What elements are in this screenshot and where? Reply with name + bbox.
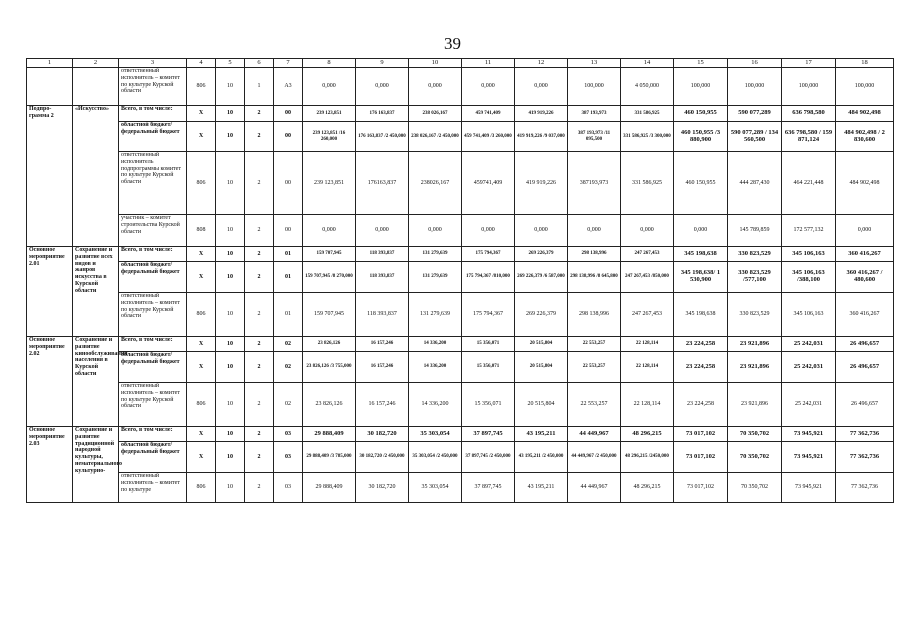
table-cell: 100,000 xyxy=(728,68,782,106)
table-cell: Всего, в том числе: xyxy=(119,106,187,122)
table-cell: 118 393,837 xyxy=(356,262,409,293)
table-cell: 118 393,837 xyxy=(356,293,409,337)
table-cell: 23 921,896 xyxy=(728,337,782,352)
table-cell: 10 xyxy=(216,293,245,337)
table-cell: 330 823,529 xyxy=(728,293,782,337)
table-cell: 25 242,031 xyxy=(782,383,836,427)
table-row xyxy=(27,427,894,442)
table-cell: 14 336,200 xyxy=(409,352,462,383)
table-cell: 44 449,967 xyxy=(568,473,621,503)
table-cell: 4 050,000 xyxy=(621,68,674,106)
table-cell: Подпро-грамма 2 xyxy=(27,106,73,247)
table-cell: 345 198,638/ 1 530,900 xyxy=(674,262,728,293)
table-cell: 03 xyxy=(274,427,303,442)
table-cell: 15 356,071 xyxy=(462,352,515,383)
table-row xyxy=(27,152,894,215)
table-cell: 01 xyxy=(274,293,303,337)
table-cell: 0,000 xyxy=(409,215,462,247)
table-row xyxy=(27,473,894,503)
table-cell: 459 741,409 /3 260,000 xyxy=(462,122,515,152)
table-cell: 460 150,955 xyxy=(674,106,728,122)
table-cell: 22 553,257 xyxy=(568,352,621,383)
table-cell: 10 xyxy=(216,337,245,352)
table-cell: 2 xyxy=(245,473,274,503)
table-cell: 636 798,580 xyxy=(782,106,836,122)
table-cell: 14 336,200 xyxy=(409,383,462,427)
table-cell: 238 026,167 /2 450,000 xyxy=(409,122,462,152)
table-cell: 175 794,367 /810,000 xyxy=(462,262,515,293)
table-cell: 0,000 xyxy=(674,215,728,247)
column-header: 18 xyxy=(836,59,894,68)
table-cell: 23 826,126 /3 755,000 xyxy=(303,352,356,383)
table-cell: 176 163,837 xyxy=(356,106,409,122)
table-cell: 10 xyxy=(216,68,245,106)
table-cell: 22 128,114 xyxy=(621,383,674,427)
table-cell: 247 267,453 xyxy=(621,293,674,337)
table-cell: 37 897,745 xyxy=(462,473,515,503)
table-cell: 100,000 xyxy=(836,68,894,106)
table-cell: 176163,837 xyxy=(356,152,409,215)
table-cell: 10 xyxy=(216,247,245,262)
table-cell: 2 xyxy=(245,427,274,442)
table-cell: 345 106,163 xyxy=(782,247,836,262)
table-body xyxy=(27,59,894,503)
table-cell: 03 xyxy=(274,473,303,503)
table-row xyxy=(27,442,894,473)
table-cell: 159 707,945 xyxy=(303,247,356,262)
table-row xyxy=(27,122,894,152)
table-cell: 460 150,955 xyxy=(674,152,728,215)
table-cell: 331 586,925 xyxy=(621,152,674,215)
table-cell: 590 077,289 / 134 560,500 xyxy=(728,122,782,152)
table-cell: 29 888,409 xyxy=(303,473,356,503)
table-cell: 269 226,379 xyxy=(515,293,568,337)
table-cell: 345 198,638 xyxy=(674,293,728,337)
table-cell: 22 128,114 xyxy=(621,352,674,383)
table-cell: 23 826,126 xyxy=(303,337,356,352)
table-cell: областной бюджет/ федеральный бюджет xyxy=(119,122,187,152)
table-cell: 419 919,226 xyxy=(515,106,568,122)
table-cell: 26 496,657 xyxy=(836,383,894,427)
table-cell: 419 919,226 xyxy=(515,152,568,215)
column-header: 4 xyxy=(187,59,216,68)
table-cell: 15 356,071 xyxy=(462,383,515,427)
table-cell: 23 826,126 xyxy=(303,383,356,427)
column-header: 9 xyxy=(356,59,409,68)
table-cell: ответственный исполнитель – комитет по культуре Курской области xyxy=(119,383,187,427)
column-header: 5 xyxy=(216,59,245,68)
table-cell: 2 xyxy=(245,352,274,383)
table-cell: 29 888,409 /3 785,000 xyxy=(303,442,356,473)
table-cell: 345 106,163 xyxy=(782,293,836,337)
table-cell: 419 919,226 /9 037,000 xyxy=(515,122,568,152)
table-cell: 25 242,031 xyxy=(782,337,836,352)
table-cell: 10 xyxy=(216,427,245,442)
table-cell: 35 303,054 /2 450,000 xyxy=(409,442,462,473)
table-cell: 15 356,071 xyxy=(462,337,515,352)
column-header: 8 xyxy=(303,59,356,68)
table-cell: 43 195,211 xyxy=(515,427,568,442)
table-cell: 25 242,031 xyxy=(782,352,836,383)
table-cell: 44 449,967 xyxy=(568,427,621,442)
column-header: 6 xyxy=(245,59,274,68)
table-cell: 239 123,851 /16 260,000 xyxy=(303,122,356,152)
table-cell: Основное мероприятие 2.03 xyxy=(27,427,73,503)
table-cell: 22 128,114 xyxy=(621,337,674,352)
table-cell: 269 226,379 /6 587,000 xyxy=(515,262,568,293)
table-cell: 29 888,409 xyxy=(303,427,356,442)
table-row xyxy=(27,247,894,262)
column-header: 13 xyxy=(568,59,621,68)
table-cell: 175 794,367 xyxy=(462,247,515,262)
table-cell: 0,000 xyxy=(409,68,462,106)
table-cell: 459 741,409 xyxy=(462,106,515,122)
table-cell: Сохранение и развитие традиционной народной культуры, нематериального культурно- xyxy=(73,427,119,503)
table-cell: X xyxy=(187,106,216,122)
table-cell: 1 xyxy=(245,68,274,106)
table-cell: 247 267,453 xyxy=(621,247,674,262)
table-cell: 10 xyxy=(216,442,245,473)
table-row xyxy=(27,293,894,337)
table-cell: 2 xyxy=(245,337,274,352)
table-cell: 22 553,257 xyxy=(568,383,621,427)
table-cell: Сохранение и развитие кинообслуживания населения в Курской области xyxy=(73,337,119,427)
table-cell: 464 221,448 xyxy=(782,152,836,215)
table-row xyxy=(27,68,894,106)
column-header: 1 xyxy=(27,59,73,68)
table-cell: 360 416,267 xyxy=(836,247,894,262)
table-cell: 00 xyxy=(274,152,303,215)
table-cell: 636 798,580 / 159 871,124 xyxy=(782,122,836,152)
column-header: 2 xyxy=(73,59,119,68)
table-row xyxy=(27,352,894,383)
table-cell: Всего, в том числе: xyxy=(119,337,187,352)
column-header: 12 xyxy=(515,59,568,68)
table-cell: 0,000 xyxy=(515,68,568,106)
table-cell: 360 416,267 / 480,600 xyxy=(836,262,894,293)
table-cell: Основное мероприятие 2.02 xyxy=(27,337,73,427)
table-cell: участник – комитет строительства Курской области xyxy=(119,215,187,247)
table-cell: 10 xyxy=(216,262,245,293)
table-row xyxy=(27,337,894,352)
table-cell: 10 xyxy=(216,473,245,503)
table-cell: 00 xyxy=(274,215,303,247)
table-cell: Всего, в том числе: xyxy=(119,427,187,442)
table-cell: 118 393,837 xyxy=(356,247,409,262)
table-cell: 43 195,211 /2 450,000 xyxy=(515,442,568,473)
table-cell: 345 198,638 xyxy=(674,247,728,262)
table-cell: 806 xyxy=(187,383,216,427)
column-header: 17 xyxy=(782,59,836,68)
table-cell: 159 707,945 /8 270,000 xyxy=(303,262,356,293)
table-cell: 35 303,054 xyxy=(409,427,462,442)
table-cell: 387193,973 xyxy=(568,152,621,215)
table-cell: 10 xyxy=(216,122,245,152)
table-cell: ответственный исполнитель – комитет по культуре Курской области xyxy=(119,68,187,106)
table-cell: 131 279,639 xyxy=(409,293,462,337)
table-cell: 360 416,267 xyxy=(836,293,894,337)
table-cell: 175 794,367 xyxy=(462,293,515,337)
table-cell: 43 195,211 xyxy=(515,473,568,503)
table-cell: 22 553,257 xyxy=(568,337,621,352)
table-cell: 00 xyxy=(274,106,303,122)
table-cell: 330 823,529 xyxy=(728,247,782,262)
table-cell: 100,000 xyxy=(782,68,836,106)
table-cell: 73 945,921 xyxy=(782,427,836,442)
table-cell: 0,000 xyxy=(515,215,568,247)
table-cell: 20 515,804 xyxy=(515,337,568,352)
table-cell: 459741,409 xyxy=(462,152,515,215)
table-cell: 30 182,720 xyxy=(356,427,409,442)
table-cell: областной бюджет/ федеральный бюджет xyxy=(119,352,187,383)
table-cell: 808 xyxy=(187,215,216,247)
table-cell: X xyxy=(187,427,216,442)
table-cell: 331 586,925 xyxy=(621,106,674,122)
table-cell: 14 336,200 xyxy=(409,337,462,352)
column-header: 14 xyxy=(621,59,674,68)
table-cell: 298 138,996 /8 645,800 xyxy=(568,262,621,293)
table-cell: «Искусство» xyxy=(73,106,119,247)
table-cell: 460 150,955 /3 880,900 xyxy=(674,122,728,152)
table-cell: 0,000 xyxy=(568,215,621,247)
table-cell: 00 xyxy=(274,122,303,152)
table-cell: 2 xyxy=(245,215,274,247)
table-cell: 73 017,102 xyxy=(674,473,728,503)
table-cell: 03 xyxy=(274,442,303,473)
table-cell: 10 xyxy=(216,106,245,122)
column-header: 10 xyxy=(409,59,462,68)
table-cell: 20 515,804 xyxy=(515,383,568,427)
table-cell: 176 163,837 /2 450,000 xyxy=(356,122,409,152)
table-row xyxy=(27,106,894,122)
table-cell: 131 279,639 xyxy=(409,262,462,293)
table-cell: 2 xyxy=(245,442,274,473)
table-cell: 0,000 xyxy=(462,68,515,106)
table-cell: 2 xyxy=(245,122,274,152)
table-cell: 806 xyxy=(187,473,216,503)
table-cell: 247 267,453 /850,000 xyxy=(621,262,674,293)
table-cell: 23 224,258 xyxy=(674,383,728,427)
table-cell: 0,000 xyxy=(836,215,894,247)
table-cell: 2 xyxy=(245,247,274,262)
table-cell: 23 224,258 xyxy=(674,337,728,352)
table-cell: 10 xyxy=(216,152,245,215)
table-cell: 10 xyxy=(216,215,245,247)
table-cell: 238026,167 xyxy=(409,152,462,215)
table-header-row xyxy=(27,59,894,68)
table-cell: 16 157,246 xyxy=(356,383,409,427)
table-cell: 20 515,804 xyxy=(515,352,568,383)
table-cell: 0,000 xyxy=(462,215,515,247)
table-cell: 10 xyxy=(216,383,245,427)
table-cell: Сохранение и развитие всех видов и жанров искусства в Курской области xyxy=(73,247,119,337)
table-cell: 70 350,702 xyxy=(728,442,782,473)
table-cell: 26 496,657 xyxy=(836,337,894,352)
column-header: 15 xyxy=(674,59,728,68)
table-cell: 77 362,736 xyxy=(836,442,894,473)
table-cell: 298 138,996 xyxy=(568,293,621,337)
table-cell: 159 707,945 xyxy=(303,293,356,337)
table-cell: 73 017,102 xyxy=(674,442,728,473)
table-row xyxy=(27,262,894,293)
table-cell: 23 921,896 xyxy=(728,383,782,427)
table-cell: 806 xyxy=(187,293,216,337)
table-cell: 77 362,736 xyxy=(836,427,894,442)
table-cell: 145 789,859 xyxy=(728,215,782,247)
table-cell: X xyxy=(187,247,216,262)
table-cell: 02 xyxy=(274,352,303,383)
table-cell: 23 921,896 xyxy=(728,352,782,383)
table-cell: А3 xyxy=(274,68,303,106)
table-cell: Основное мероприятие 2.01 xyxy=(27,247,73,337)
table-cell: 48 296,215 /2450,000 xyxy=(621,442,674,473)
table-cell: 02 xyxy=(274,337,303,352)
table-cell: 345 106,163 /388,100 xyxy=(782,262,836,293)
table-cell: 100,000 xyxy=(568,68,621,106)
page-number: 39 xyxy=(444,34,461,53)
table-cell: 484 902,498 / 2 830,600 xyxy=(836,122,894,152)
table-cell: 298 138,996 xyxy=(568,247,621,262)
table-cell: X xyxy=(187,337,216,352)
table-cell: 35 303,054 xyxy=(409,473,462,503)
table-cell: 0,000 xyxy=(303,215,356,247)
table-cell: 2 xyxy=(245,383,274,427)
table-cell: 10 xyxy=(216,352,245,383)
table-cell: 70 350,702 xyxy=(728,427,782,442)
table-cell: 02 xyxy=(274,383,303,427)
table-cell: 444 287,430 xyxy=(728,152,782,215)
table-cell: 37 897,745 xyxy=(462,427,515,442)
table-cell: 44 449,967 /2 450,000 xyxy=(568,442,621,473)
column-header: 3 xyxy=(119,59,187,68)
table-row xyxy=(27,383,894,427)
table-cell: 73 017,102 xyxy=(674,427,728,442)
table-cell: 0,000 xyxy=(356,68,409,106)
table-cell: 48 296,215 xyxy=(621,473,674,503)
table-cell: 26 496,657 xyxy=(836,352,894,383)
table-cell: 01 xyxy=(274,247,303,262)
table-cell: 30 182,720 xyxy=(356,473,409,503)
table-cell: ответственный исполнитель подпрограммы комитет по культуре Курской области xyxy=(119,152,187,215)
table-cell: X xyxy=(187,352,216,383)
table-cell: X xyxy=(187,122,216,152)
table-cell: ответственный исполнитель – комитет по культуре xyxy=(119,473,187,503)
table-cell: 77 362,736 xyxy=(836,473,894,503)
table-cell: 131 279,639 xyxy=(409,247,462,262)
table-cell: 48 296,215 xyxy=(621,427,674,442)
table-cell: 23 224,258 xyxy=(674,352,728,383)
table-cell: 0,000 xyxy=(303,68,356,106)
table-cell: 0,000 xyxy=(621,215,674,247)
table-cell: 30 182,720 /2 450,000 xyxy=(356,442,409,473)
table-cell: 70 350,702 xyxy=(728,473,782,503)
table-cell: 269 226,379 xyxy=(515,247,568,262)
column-header: 7 xyxy=(274,59,303,68)
table-cell: областной бюджет/ федеральный бюджет xyxy=(119,262,187,293)
table-cell: 37 897,745 /2 450,000 xyxy=(462,442,515,473)
table-cell: 73 945,921 xyxy=(782,442,836,473)
table-cell: 2 xyxy=(245,106,274,122)
table-cell: 330 823,529 /577,100 xyxy=(728,262,782,293)
table-cell: X xyxy=(187,442,216,473)
table-cell: Всего, в том числе: xyxy=(119,247,187,262)
table-cell: 806 xyxy=(187,152,216,215)
table-cell: 806 xyxy=(187,68,216,106)
table-cell: ответственный исполнитель – комитет по культуре Курской области xyxy=(119,293,187,337)
table-cell xyxy=(27,68,73,106)
table-cell: 73 945,921 xyxy=(782,473,836,503)
table-cell: 387 193,973 /11 095,500 xyxy=(568,122,621,152)
table-cell: 590 077,289 xyxy=(728,106,782,122)
table-cell: 16 157,246 xyxy=(356,352,409,383)
table-cell: 172 577,132 xyxy=(782,215,836,247)
table-cell: 239 123,851 xyxy=(303,152,356,215)
table-cell: областной бюджет/ федеральный бюджет xyxy=(119,442,187,473)
table-cell: 484 902,498 xyxy=(836,106,894,122)
column-header: 16 xyxy=(728,59,782,68)
column-header: 11 xyxy=(462,59,515,68)
table-cell: 484 902,498 xyxy=(836,152,894,215)
table-cell xyxy=(73,68,119,106)
table-cell: 238 026,167 xyxy=(409,106,462,122)
table-cell: 2 xyxy=(245,152,274,215)
table-cell: 331 586,925 /3 300,000 xyxy=(621,122,674,152)
table-cell: 239 123,851 xyxy=(303,106,356,122)
table-cell: 16 157,246 xyxy=(356,337,409,352)
table-row xyxy=(27,215,894,247)
table-cell: 100,000 xyxy=(674,68,728,106)
table-cell: 01 xyxy=(274,262,303,293)
table-cell: X xyxy=(187,262,216,293)
table-cell: 0,000 xyxy=(356,215,409,247)
budget-table xyxy=(26,58,894,503)
table-cell: 2 xyxy=(245,293,274,337)
table-cell: 2 xyxy=(245,262,274,293)
table-cell: 387 193,973 xyxy=(568,106,621,122)
